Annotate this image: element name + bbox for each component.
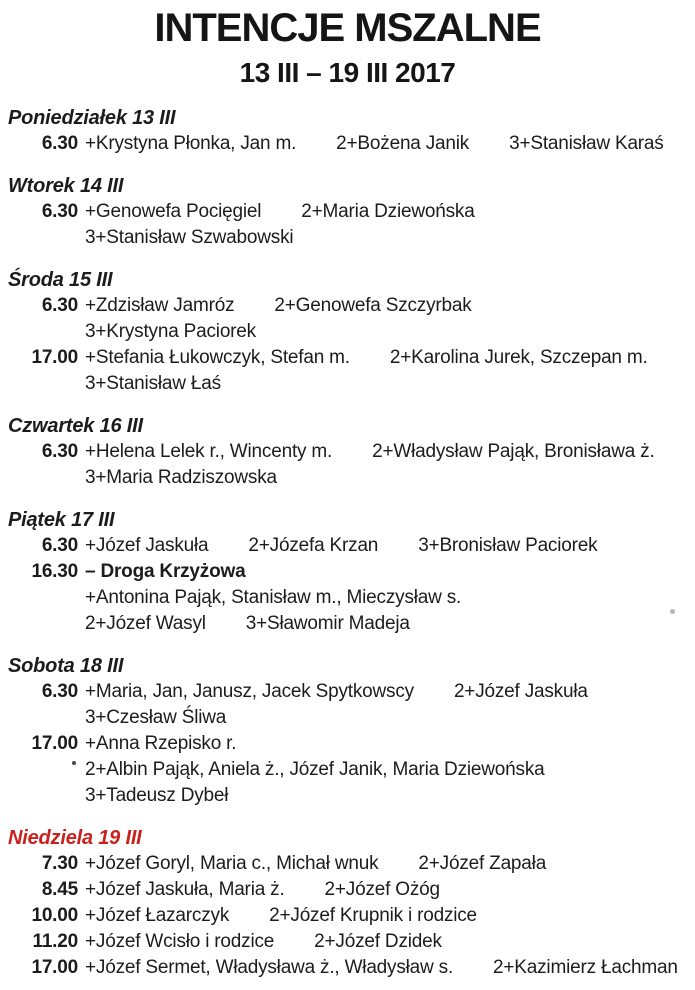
intention-text: +Józef Jaskuła [85,535,209,556]
intention-text: +Józef Sermet, Władysława ż., Władysław s. [85,957,454,978]
intention-text: +Antonina Pająk, Stanisław m., Mieczysław s. [85,587,462,608]
intention-text: 3+Maria Radziszowska [85,467,277,488]
intention-text: +Józef Łazarczyk [85,905,230,926]
scan-speck [670,609,675,614]
mass-time: 6.30 [41,441,78,462]
intention-text: 2+Karolina Jurek, Szczepan m. [389,347,648,368]
day-section [8,413,687,491]
intention-row [8,131,687,157]
intention-text: 2+Józef Zapała [418,853,547,874]
intention-text: 2+Józef Ożóg [324,879,440,900]
intention-text: +Józef Jaskuła, Maria ż. [85,879,285,900]
intention-row [8,731,687,757]
intention-row [8,533,687,559]
mass-time [8,319,78,345]
mass-time: 17.00 [31,347,78,368]
intention-row [8,929,687,955]
mass-time [8,585,78,611]
intention-row [8,757,687,783]
day-section [8,267,687,397]
intention-text: +Stefania Łukowczyk, Stefan m. [85,347,350,368]
day-section [8,173,687,251]
intention-text: 2+Józef Wasyl [85,613,206,634]
intention-row [8,877,687,903]
day-section [8,105,687,157]
intention-text: 3+Sławomir Madeja [245,613,410,634]
intention-row [8,679,687,705]
mass-time: 6.30 [41,681,78,702]
intention-text: 3+Krystyna Paciorek [85,321,256,342]
mass-time [8,705,78,731]
intention-text: 2+Albin Pająk, Aniela ż., Józef Janik, Maria Dziewońska [85,759,545,780]
intention-row [8,955,687,981]
mass-time: 10.00 [31,905,78,926]
intention-row [8,225,687,251]
day-section [8,653,687,809]
mass-time: 6.30 [41,295,78,316]
day-heading: Środa 15 III [8,269,113,291]
intention-text: 3+Stanisław Łaś [85,373,221,394]
intention-row [8,851,687,877]
intention-text: 2+Genowefa Szczyrbak [274,295,472,316]
intention-text: 3+Tadeusz Dybeł [85,785,229,806]
mass-time: 6.30 [41,201,78,222]
page-title: INTENCJE MSZALNE [154,6,541,50]
intention-row [8,371,687,397]
mass-time: 17.00 [31,957,78,978]
intentions-list [8,105,687,981]
intention-text: +Helena Lelek r., Wincenty m. [85,441,333,462]
intention-text: 2+Kazimierz Łachman [493,957,678,978]
day-heading: Poniedziałek 13 III [8,107,176,129]
intention-row [8,319,687,345]
intention-row [8,585,687,611]
intention-text: +Józef Wcisło i rodzice [85,931,275,952]
intention-row [8,705,687,731]
intention-text: 3+Stanisław Szwabowski [85,227,294,248]
intention-text: +Genowefa Pocięgiel [85,201,262,222]
mass-time [8,757,78,783]
intention-text: 3+Czesław Śliwa [85,707,227,728]
mass-time [8,225,78,251]
intention-text: +Krystyna Płonka, Jan m. [85,133,297,154]
mass-time: 11.20 [32,931,78,952]
intention-text: 2+Władysław Pająk, Bronisława ż. [372,441,655,462]
intention-row [8,611,687,637]
mass-time: 6.30 [41,535,78,556]
scan-speck [72,761,76,765]
intention-row [8,783,687,809]
day-heading: Piątek 17 III [8,509,115,531]
intention-text: +Józef Goryl, Maria c., Michał wnuk [85,853,379,874]
mass-time [8,611,78,637]
mass-time: 16.30 [31,561,78,582]
intention-text: 2+Józef Krupnik i rodzice [269,905,477,926]
day-heading: Wtorek 14 III [8,175,124,197]
day-heading: Sobota 18 III [8,655,124,677]
mass-time [8,371,78,397]
day-section [8,507,687,637]
intention-text: – Droga Krzyżowa [85,561,246,582]
intention-row [8,903,687,929]
intention-text: +Maria, Jan, Janusz, Jacek Spytkowscy [85,681,414,702]
mass-time: 17.00 [31,733,78,754]
mass-time [8,783,78,809]
intention-row [8,559,687,585]
mass-time: 7.30 [41,853,78,874]
intention-text: 3+Stanisław Karaś [509,133,664,154]
intention-row [8,293,687,319]
intention-text: 3+Bronisław Paciorek [418,535,598,556]
intention-text: +Zdzisław Jamróz [85,295,235,316]
intention-row [8,465,687,491]
mass-time [8,465,78,491]
intention-row [8,345,687,371]
mass-time: 6.30 [41,133,78,154]
intention-text: +Anna Rzepisko r. [85,733,237,754]
page-subtitle: 13 III – 19 III 2017 [239,57,456,88]
day-heading: Czwartek 16 III [8,415,143,437]
intention-row [8,439,687,465]
intention-text: 2+Józef Dzidek [314,931,442,952]
intention-text: 2+Maria Dziewońska [301,201,475,222]
intention-row [8,199,687,225]
day-section [8,825,687,981]
intention-text: 2+Józef Jaskuła [453,681,588,702]
intention-text: 2+Bożena Janik [336,133,470,154]
mass-time: 8.45 [41,879,78,900]
intention-text: 2+Józefa Krzan [248,535,379,556]
day-heading: Niedziela 19 III [8,827,142,849]
